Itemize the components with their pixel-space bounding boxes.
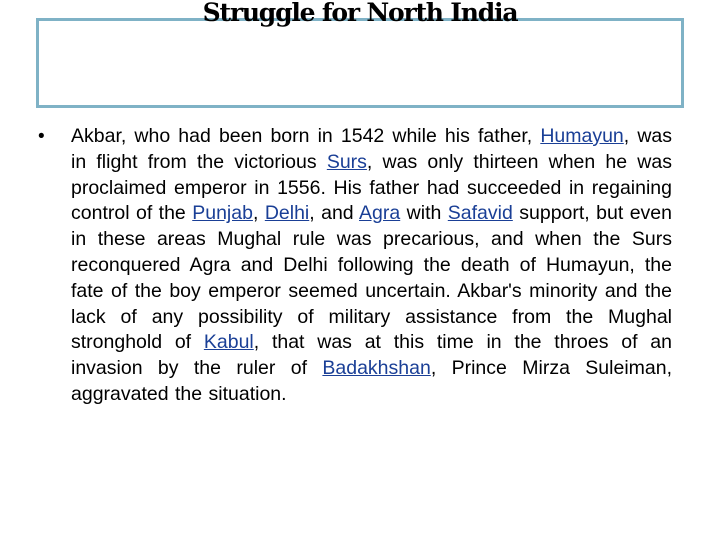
text-run: with	[400, 202, 448, 225]
slide-body	[38, 124, 672, 408]
link-surs[interactable]: Surs	[326, 150, 367, 173]
link-kabul[interactable]: Kabul	[203, 331, 254, 354]
text-run: , that was at this time in the throes of an invasion by the ruler of	[71, 331, 672, 380]
bullet-icon: •	[38, 126, 45, 147]
link-safavid[interactable]: Safavid	[447, 202, 513, 225]
text-run: , and	[309, 202, 360, 225]
text-run: , was only thirteen when he was proclaimed emperor in 1556. His father had succeeded in regaining control of the	[71, 150, 672, 225]
text-run: support, but even in these areas Mughal rule was precarious, and when the Surs reconquered Agra and Delhi following the death of Humayun, the fate of the boy emperor seemed uncertain. Akbar's minority and the lack of any possibility of military assistance from the Mughal stronghold of	[71, 202, 673, 354]
link-agra[interactable]: Agra	[359, 202, 401, 225]
bullet-paragraph	[71, 124, 672, 408]
link-punjab[interactable]: Punjab	[192, 202, 253, 225]
title-box	[36, 18, 684, 108]
link-badakhshan[interactable]: Badakhshan	[322, 357, 431, 380]
link-humayun[interactable]: Humayun	[540, 125, 624, 147]
text-run: ,	[252, 202, 265, 225]
text-run: , Prince Mirza Suleiman, aggravated the situation.	[71, 357, 672, 405]
slide-title: Struggle for North India	[202, 0, 518, 27]
text-run: , was in flight from the victorious	[71, 125, 672, 173]
text-run: Akbar, who had been born in 1542 while his father,	[71, 125, 541, 147]
bullet-item	[38, 124, 672, 408]
link-delhi[interactable]: Delhi	[264, 202, 310, 225]
